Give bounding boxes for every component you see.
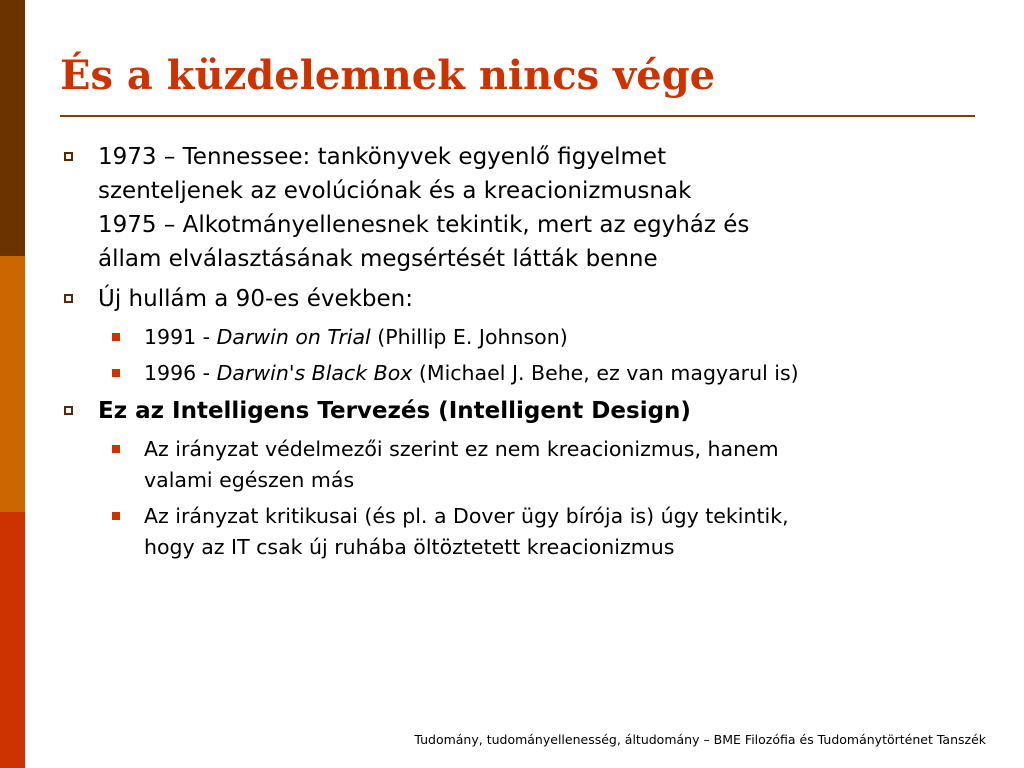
bullet-1973-tennessee xyxy=(60,140,990,276)
bullet-line: állam elválasztásának megsértését látták benne xyxy=(98,246,658,272)
filled-square-bullet-icon xyxy=(112,512,120,520)
sub-bullet-line: hogy az IT csak új ruhába öltöztetett kreacionizmus xyxy=(144,535,675,559)
bullet-intelligent-design xyxy=(60,394,990,428)
sub-bullet-line: Az irányzat védelmezői szerint ez nem kreacionizmus, hanem xyxy=(144,437,779,461)
bullet-text: Új hullám a 90-es években: xyxy=(98,286,414,312)
slide-content xyxy=(60,140,990,568)
sub-bullet-darwins-black-box xyxy=(60,358,990,389)
title-divider xyxy=(60,115,975,117)
left-accent-bar-top xyxy=(0,0,25,256)
slide-title: És a küzdelemnek nincs vége xyxy=(60,52,716,99)
book-title: Darwin on Trial xyxy=(216,325,371,349)
slide-footer: Tudomány, tudományellenesség, áltudomány – BME Filozófia és Tudománytörténet Tanszék xyxy=(414,732,986,747)
sub-bullet-defenders-view xyxy=(60,434,990,496)
bullet-new-wave-90s xyxy=(60,282,990,316)
hollow-square-bullet-icon xyxy=(64,294,73,303)
sub-bullet-line xyxy=(144,322,990,353)
book-year: 1991 - xyxy=(144,325,217,349)
hollow-square-bullet-icon xyxy=(64,152,73,161)
sub-bullet-line: valami egészen más xyxy=(144,468,355,492)
sub-bullet-line: Az irányzat kritikusai (és pl. a Dover ügy bírója is) úgy tekintik, xyxy=(144,504,789,528)
hollow-square-bullet-icon xyxy=(64,406,73,415)
sub-bullet-line xyxy=(144,358,990,389)
book-year: 1996 - xyxy=(144,361,217,385)
left-accent-bar-bottom xyxy=(0,512,25,768)
bullet-text: Ez az Intelligens Tervezés (Intelligent Design) xyxy=(98,398,691,424)
filled-square-bullet-icon xyxy=(112,333,120,341)
book-author: (Phillip E. Johnson) xyxy=(370,325,568,349)
bullet-line: 1975 – Alkotmányellenesnek tekintik, mert az egyház és xyxy=(98,212,750,238)
book-title: Darwin's Black Box xyxy=(216,361,413,385)
bullet-line: 1973 – Tennessee: tankönyvek egyenlő figyelmet xyxy=(98,144,667,170)
sub-bullet-critics-view xyxy=(60,501,990,563)
left-accent-bar-middle xyxy=(0,256,25,512)
filled-square-bullet-icon xyxy=(112,369,120,377)
bullet-line: szenteljenek az evolúciónak és a kreacionizmusnak xyxy=(98,178,692,204)
sub-bullet-darwin-on-trial xyxy=(60,322,990,353)
book-author: (Michael J. Behe, ez van magyarul is) xyxy=(412,361,799,385)
filled-square-bullet-icon xyxy=(112,445,120,453)
